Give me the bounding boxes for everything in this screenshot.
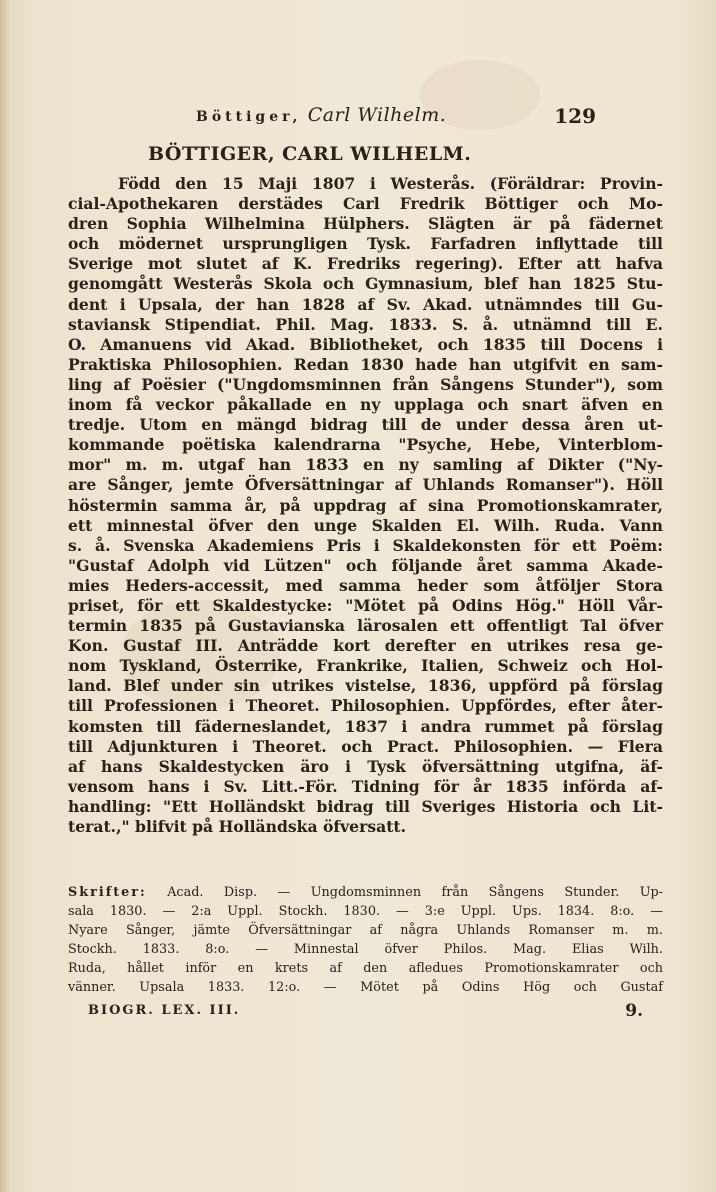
body-line: s. å. Svenska Akademiens Pris i Skaldekonsten för ett Poëm: (68, 535, 663, 555)
body-line: Född den 15 Maji 1807 i Westerås. (Föräldrar: Provin- (118, 174, 663, 193)
running-head-author: Böttiger, (196, 109, 302, 125)
signature-mark: BIOGR. LEX. III. (88, 1003, 241, 1018)
body-line: mor" m. m. utgaf han 1833 en ny samling af Dikter ("Ny- (68, 455, 663, 475)
writings-section (68, 883, 663, 997)
body-line: termin 1835 på Gustavianska lärosalen ett offentligt Tal öfver (68, 616, 663, 636)
body-line: dent i Upsala, der han 1828 af Sv. Akad. utnämndes till Gu- (68, 294, 663, 314)
body-line: komsten till fäderneslandet, 1837 i andra rummet på förslag (68, 716, 663, 736)
page-number: 129 (554, 104, 596, 128)
writings-line: Stockh. 1833. 8:o. — Minnestal öfver Philos. Mag. Elias Wilh. (68, 942, 663, 957)
body-line: handling: "Ett Holländskt bidrag till Sveriges Historia och Lit- (68, 796, 663, 816)
running-head (196, 104, 596, 134)
writings-label: Skrifter: (68, 885, 147, 900)
body-line: staviansk Stipendiat. Phil. Mag. 1833. S. å. utnämnd till E. (68, 314, 663, 334)
writings-line: vänner. Upsala 1833. 12:o. — Mötet på Odins Hög och Gustaf (68, 980, 663, 995)
body-line: Sverige mot slutet af K. Fredriks regering). Efter att hafva (68, 254, 663, 274)
body-line: priset, för ett Skaldestycke: "Mötet på Odins Hög." Höll Vår- (68, 595, 663, 615)
body-line: ett minnestal öfver den unge Skalden El. Wilh. Ruda. Vann (68, 515, 663, 535)
body-line: ling af Poësier ("Ungdomsminnen från Sångens Stunder"), som (68, 374, 663, 394)
body-line: genomgått Westerås Skola och Gymnasium, blef han 1825 Stu- (68, 274, 663, 294)
body-line: mies Heders-accessit, med samma heder som åtföljer Stora (68, 575, 663, 595)
writings-line: sala 1830. — 2:a Uppl. Stockh. 1830. — 3:e Uppl. Ups. 1834. 8:o. — (68, 904, 663, 919)
writings-line: Nyare Sånger, jämte Öfversättningar af några Uhlands Romanser m. m. (68, 923, 663, 938)
body-line: inom få veckor påkallade en ny upplaga och snart äfven en (68, 395, 663, 415)
body-line: dren Sophia Wilhelmina Hülphers. Slägten är på fädernet (68, 214, 663, 234)
body-line: are Sånger, jemte Öfversättningar af Uhlands Romanser"). Höll (68, 475, 663, 495)
running-head-given-name: Carl Wilhelm. (307, 104, 447, 126)
body-line: till Professionen i Theoret. Philosophien. Uppfördes, efter åter- (68, 696, 663, 716)
body-line: af hans Skaldestycken äro i Tysk öfversättning utgifna, äf- (68, 756, 663, 776)
body-line: "Gustaf Adolph vid Lützen" och följande året samma Akade- (68, 555, 663, 575)
page-edge-shadow (0, 0, 10, 1192)
body-line: och mödernet ursprungligen Tysk. Farfadren inflyttade till (68, 234, 663, 254)
body-line: cial-Apothekaren derstädes Carl Fredrik Böttiger och Mo- (68, 194, 663, 214)
body-line: terat.," blifvit på Holländska öfversatt. (68, 817, 407, 836)
writings-line: Ruda, hållet inför en krets af den afledues Promotionskamrater och (68, 961, 663, 976)
entry-title: BÖTTIGER, CARL WILHELM. (148, 143, 472, 165)
body-line: Kon. Gustaf III. Anträdde kort derefter en utrikes resa ge- (68, 636, 663, 656)
body-line: nom Tyskland, Österrike, Frankrike, Italien, Schweiz och Hol- (68, 656, 663, 676)
body-line: kommande poëtiska kalendrarna "Psyche, Hebe, Vinterblom- (68, 435, 663, 455)
entry-body (68, 174, 663, 837)
body-line: O. Amanuens vid Akad. Bibliotheket, och 1835 till Docens i (68, 334, 663, 354)
body-line: vensom hans i Sv. Litt.-För. Tidning för år 1835 införda af- (68, 776, 663, 796)
body-line: land. Blef under sin utrikes vistelse, 1836, uppförd på förslag (68, 676, 663, 696)
signature-line (88, 1003, 643, 1023)
body-line: Praktiska Philosophien. Redan 1830 hade han utgifvit en sam- (68, 354, 663, 374)
body-line: höstermin samma år, på uppdrag af sina Promotionskamrater, (68, 495, 663, 515)
writings-line (68, 883, 663, 902)
body-line: till Adjunkturen i Theoret. och Pract. Philosophien. — Flera (68, 736, 663, 756)
signature-number: 9. (625, 1001, 643, 1021)
writings-text: Acad. Disp. — Ungdomsminnen från Sångens Stunder. Up- (167, 885, 663, 900)
body-line: tredje. Utom en mängd bidrag till de under dessa åren ut- (68, 415, 663, 435)
